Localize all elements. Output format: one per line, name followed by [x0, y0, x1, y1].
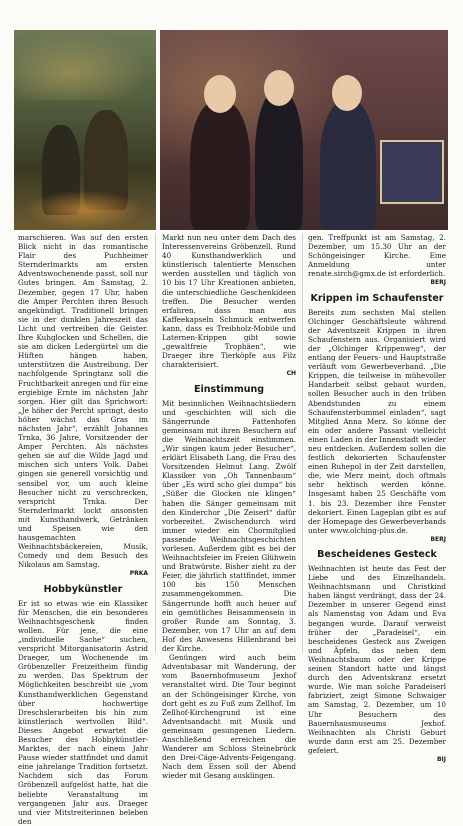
face-icon — [332, 75, 362, 111]
column-divider — [155, 233, 156, 653]
author-tag: BIJ — [436, 755, 446, 763]
article-text: Bereits zum sechsten Mal stellen Olchinger Geschäftsleute während der Adventszeit Krippen in ihren Schaufenstern aus. Organisiert wird der „Olchinger Krippenweg“, der entlang der Feuers- und Hauptstraße verläuft vom Gewerbeverband. „Die Krippen, die teilweise in mühevoller Handarbeit selbst gebaut wurden, sollen Besucher auch in den trüben Abendstunden zu einem Schaufensterbummel einladen“, sagt Mitglied Anna Merz. So könne der ein oder andere Passant vielleicht einen Laden in der Innenstadt wieder neu entdecken. Außerdem sollen die festlich dekorierten Schaufenster einen Ruhepol in der Zeit darstellen, die, wie Merz meint, doch oftmals sehr hektisch werden könne. Insgesamt haben 25 Geschäfte vom 1. bis 23. Dezember ihre Fenster dekoriert. Einen Lageplan gibt es auf der Homepage des Gewerbeverbands unter www.olching-plus.de. BERJ — [308, 307, 446, 543]
face-icon — [204, 75, 236, 113]
author-tag: BERJ — [430, 535, 446, 543]
article-text: Genüngen wird auch beim Adventsbasar mit Wanderung, der vom Bauernhofmuseum Jexhof veranstaltet wird. Die Tour beginnt an der Schöngeisinger Kirche, von dort geht es zu Fuß zum Zellhof. Im Zellhof-Kirchengrund ist eine Adventsandacht mit Musik und gemeinsam gesungenen Liedern. Anschließend erreichen die Wanderer am Schloss Steinebrück den Drei-Cäge-Advents-Feigengang. Nach dem Essen soll der Abend wieder mit Gesang ausklingen. — [162, 653, 296, 781]
headline-gesteck: Bescheidenes Gesteck — [317, 549, 437, 560]
article-text: Weihnachten ist heute das Fest der Liebe und des Einzelhandels. Weihnachtsmann und Christkind haben längst verdrängt, dass der 24. Dezember in unserer Gegend einst als Namenstag von Adam und Eva begangen wurde. Darauf verweist früher der „Paradeisel“, ein bescheidenes Gesteck aus Zweigen und Äpfeln, das neben dem Weihnachtsbaum oder der Krippe seinen Standort hatte und längst durch den Adventskranz ersetzt wurde. Wie man solche Paradeiserl fabriziert, zeigt Simone Schwaiger am Samstag, 2. Dezember, um 10 Uhr Besuchern des Bauernhausmuseums Jexhof. Weihnachten als Christi Geburt wurde dann erst am 25. Dezember gefeiert. BIJ — [308, 564, 446, 763]
article-text: marschieren. Was auf den ersten Blick nicht in das romantische Flair des Puchheimer Sternderlmarkts am ersten Adventswochenende passt, soll nur Gutes bringen. Am Samstag, 2. Dezember, gegen 17 Uhr, haben die Amper Perchten ihren Besuch angekündigt. Traditionell bringen sie in der dunklen Jahreszeit das Licht und vertreiben die Geister. Ihre Kuhglocken und Schellen, die sie am dicken Ledergürtel um die Hüften hängen haben, unterstützen die Austreibung. Der nachfolgende Springtanz soll die Fruchtbarkeit anregen und für eine ergiebige Ernte im nächsten Jahr sorgen. Hier gilt das Sprichwort: „Je höher der Percht springt, desto höher wächst das Gras im nächsten Jahr“, erzählt Johannes Trnka, 36 Jahre, Vorsitzender der Amper Perchten. Als nächstes gehen sie auf die Wilde Jagd und mischen sich unters Volk. Dabei gingen sie generell vorsichtig und sensibel vor, um auch kleine Besucher nicht zu verschrecken, verspricht Trnka. Der Sternderlmarkt lockt ansonsten mit Kunsthandwerk, Getränken und Speisen wie den hausgemachten Weihnachtsbäckereien, Musik, Comedy und dem Besuch des Nikolaus am Samstag. PRKA — [18, 233, 148, 578]
headline-krippen: Krippen im Schaufenster — [310, 292, 444, 304]
article-text: gen. Treffpunkt ist am Samstag, 2. Dezember, um 15.30 Uhr an der Schöngeisinger Kirche. Eine Anmeldung unter renate.sirch@gmx.de ist erforderlich. BERJ — [308, 233, 446, 287]
column-3 — [308, 233, 446, 764]
article-text: Mit besinnlichen Weihnachtsliedern und -geschichten will sich die Sängerrunde Fattenhofen gemeinsam mit ihren Besuchern auf die Weihnachtszeit einstimmen. „Wir singen kaum jeder Besucher“, erklärt Elisabeth Lang, die Frau des Vorsitzenden Helmut Lang. Zwölf Klassiker von „Oh Tannenbaum“ über „Es wird scho glei dumpa“ bis „Süßer die Glocken nie klingen“ haben die Sänger gemeinsam mit den Kinderchor „Die Zeiserl“ dafür vorbereitet. Zwischendurch wird immer wieder ein Chormitglied passende Weihnachtsgeschichten vorlesen. Außerdem gibt es bei der Weihnachtsfeier im Freien Glühwein und Bratwürste. Bisher zieht zu der Feier, die jährlich stattfindet, immer 100 bis 150 Menschen zusammengekommen. Die Sängerrunde hofft auch heuer auf ein gemütliches Beisammensein in großer Runde am Sonntag, 3. Dezember, von 17 Uhr an auf dem Hof des Anwesens Hillenbrand bei der Kirche. — [162, 398, 296, 654]
woman-figure — [255, 90, 303, 230]
column-2 — [162, 233, 296, 780]
women-group-photo — [160, 30, 448, 230]
author-tag: PRKA — [129, 570, 148, 578]
column-divider — [302, 233, 303, 653]
article-text: Er ist so etwas wie ein Klassiker für Menschen, die ein besonderes Weihnachtsgeschenk finden wollen. Für jene, die eine „individuelle Sache“ suchen, verspricht Mitorganisatorin Astrid Draeger, um Wochenende im Gröbenzeller Freizeitheim fündig zu werden. Das Spektrum der Möglichkeiten beschreibt sie „vom Kunsthandwerklichen Gegenstand über hochwertige Dreschslerarbeiten bis hin zum künstlerisch wertvollen Bild“. Dieses Angebot erwartet die Besucher des Hobbykünstler-Marktes, der nach einem Jahr Pause wieder stattfindet und damit eine jahrelange Tradition fortsetzt. Nachdem sich das Forum Gröbenzell aufgelöst hatte, hat die beliebte Veranstaltung im vergangenen Jahr aus. Draeger und vier Mitstreiterinnen beleben den — [18, 598, 148, 826]
author-tag: BERJ — [430, 279, 446, 287]
woman-figure — [320, 100, 376, 230]
column-1 — [18, 233, 148, 826]
woman-figure — [190, 100, 250, 230]
headline-einstimmung: Einstimmung — [193, 383, 265, 395]
article-text: Markt nun neu unter dem Dach des Interessenvereins Gröbenzell. Rund 40 Kunsthandwerklich und künstlerisch talentierte Menschen werden ausstellen und täglich von 10 bis 17 Uhr Kreationen anbieten, die unterschiedliche Geschenkideen treffen. Die Besucher werden erfahren, dass man aus Kaffeekapseln Schmuck entwerfen kann, dass es Treibholz-Mobile und Laternen-Krippen gibt sowie „gewaltfreie Trophäen“, wie Draeger ihre Tierköpfe aus Filz charakterisiert. CH — [162, 233, 296, 378]
perchten-photo — [14, 30, 156, 230]
author-tag: CH — [286, 370, 296, 378]
face-icon — [264, 70, 294, 106]
artwork-frame — [380, 140, 444, 204]
headline-hobbykuenstler: Hobbykünstler — [43, 583, 123, 595]
